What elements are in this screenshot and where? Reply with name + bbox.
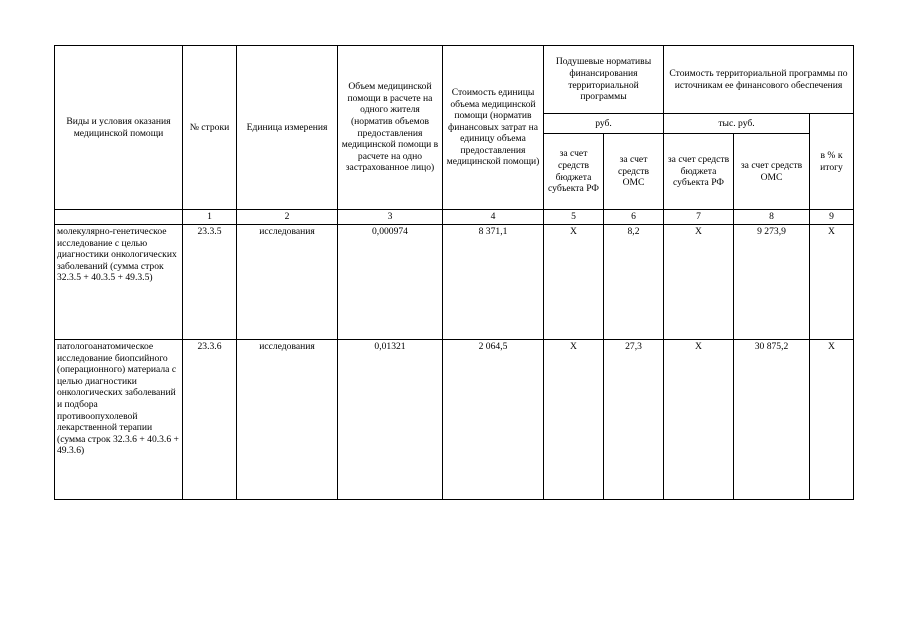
cell-program-budget: Х bbox=[664, 225, 734, 340]
financing-table bbox=[54, 45, 854, 500]
header-cost: Стоимость единицы объема медицинской помощи (норматив финансовых затрат на единицу объема предоставления медицинской помощи) bbox=[443, 46, 544, 210]
cell-kind: патологоанатомическое исследование биопсийного (операционного) материала с целью диагностики онкологических заболеваний и подбора противоопухолевой лекарственной терапии (сумма строк 32.3.6 + 40.3.6 + 49.3.6) bbox=[55, 340, 183, 500]
column-number: 8 bbox=[734, 210, 810, 225]
header-program-budget: за счет средств бюджета субъекта РФ bbox=[664, 134, 734, 210]
cell-volume: 0,01321 bbox=[338, 340, 443, 500]
column-number: 1 bbox=[183, 210, 237, 225]
cell-cost: 8 371,1 bbox=[443, 225, 544, 340]
header-percent: в % к итогу bbox=[810, 114, 854, 210]
cell-percent: Х bbox=[810, 340, 854, 500]
column-number: 7 bbox=[664, 210, 734, 225]
header-rub: руб. bbox=[544, 114, 664, 134]
column-number-blank bbox=[55, 210, 183, 225]
cell-per-capita-oms: 8,2 bbox=[604, 225, 664, 340]
table-row bbox=[55, 225, 854, 340]
cell-row-number: 23.3.6 bbox=[183, 340, 237, 500]
cell-cost: 2 064,5 bbox=[443, 340, 544, 500]
cell-per-capita-budget: Х bbox=[544, 340, 604, 500]
header-program-cost: Стоимость территориальной программы по источникам ее финансового обеспечения bbox=[664, 46, 854, 114]
header-row-1 bbox=[55, 46, 854, 114]
header-per-capita-oms: за счет средств ОМС bbox=[604, 134, 664, 210]
header-row-number: № строки bbox=[183, 46, 237, 210]
column-number: 9 bbox=[810, 210, 854, 225]
cell-program-budget: Х bbox=[664, 340, 734, 500]
cell-volume: 0,000974 bbox=[338, 225, 443, 340]
cell-row-number: 23.3.5 bbox=[183, 225, 237, 340]
column-number: 5 bbox=[544, 210, 604, 225]
header-unit: Единица измерения bbox=[237, 46, 338, 210]
header-per-capita: Подушевые нормативы финансирования территориальной программы bbox=[544, 46, 664, 114]
header-kind: Виды и условия оказания медицинской помощи bbox=[55, 46, 183, 210]
cell-percent: Х bbox=[810, 225, 854, 340]
cell-per-capita-oms: 27,3 bbox=[604, 340, 664, 500]
table-row bbox=[55, 340, 854, 500]
header-volume: Объем медицинской помощи в расчете на одного жителя (норматив объемов предоставления медицинской помощи в расчете на одно застрахованное лицо) bbox=[338, 46, 443, 210]
cell-program-oms: 30 875,2 bbox=[734, 340, 810, 500]
cell-unit: исследования bbox=[237, 340, 338, 500]
column-number: 6 bbox=[604, 210, 664, 225]
header-thous-rub: тыс. руб. bbox=[664, 114, 810, 134]
cell-unit: исследования bbox=[237, 225, 338, 340]
cell-per-capita-budget: Х bbox=[544, 225, 604, 340]
header-program-oms: за счет средств ОМС bbox=[734, 134, 810, 210]
column-number: 2 bbox=[237, 210, 338, 225]
column-number: 4 bbox=[443, 210, 544, 225]
column-number: 3 bbox=[338, 210, 443, 225]
column-numbers-row bbox=[55, 210, 854, 225]
header-per-capita-budget: за счет средств бюджета субъекта РФ bbox=[544, 134, 604, 210]
cell-kind: молекулярно-генетическое исследование с целью диагностики онкологических заболеваний (сумма строк 32.3.5 + 40.3.5 + 49.3.5) bbox=[55, 225, 183, 340]
cell-program-oms: 9 273,9 bbox=[734, 225, 810, 340]
